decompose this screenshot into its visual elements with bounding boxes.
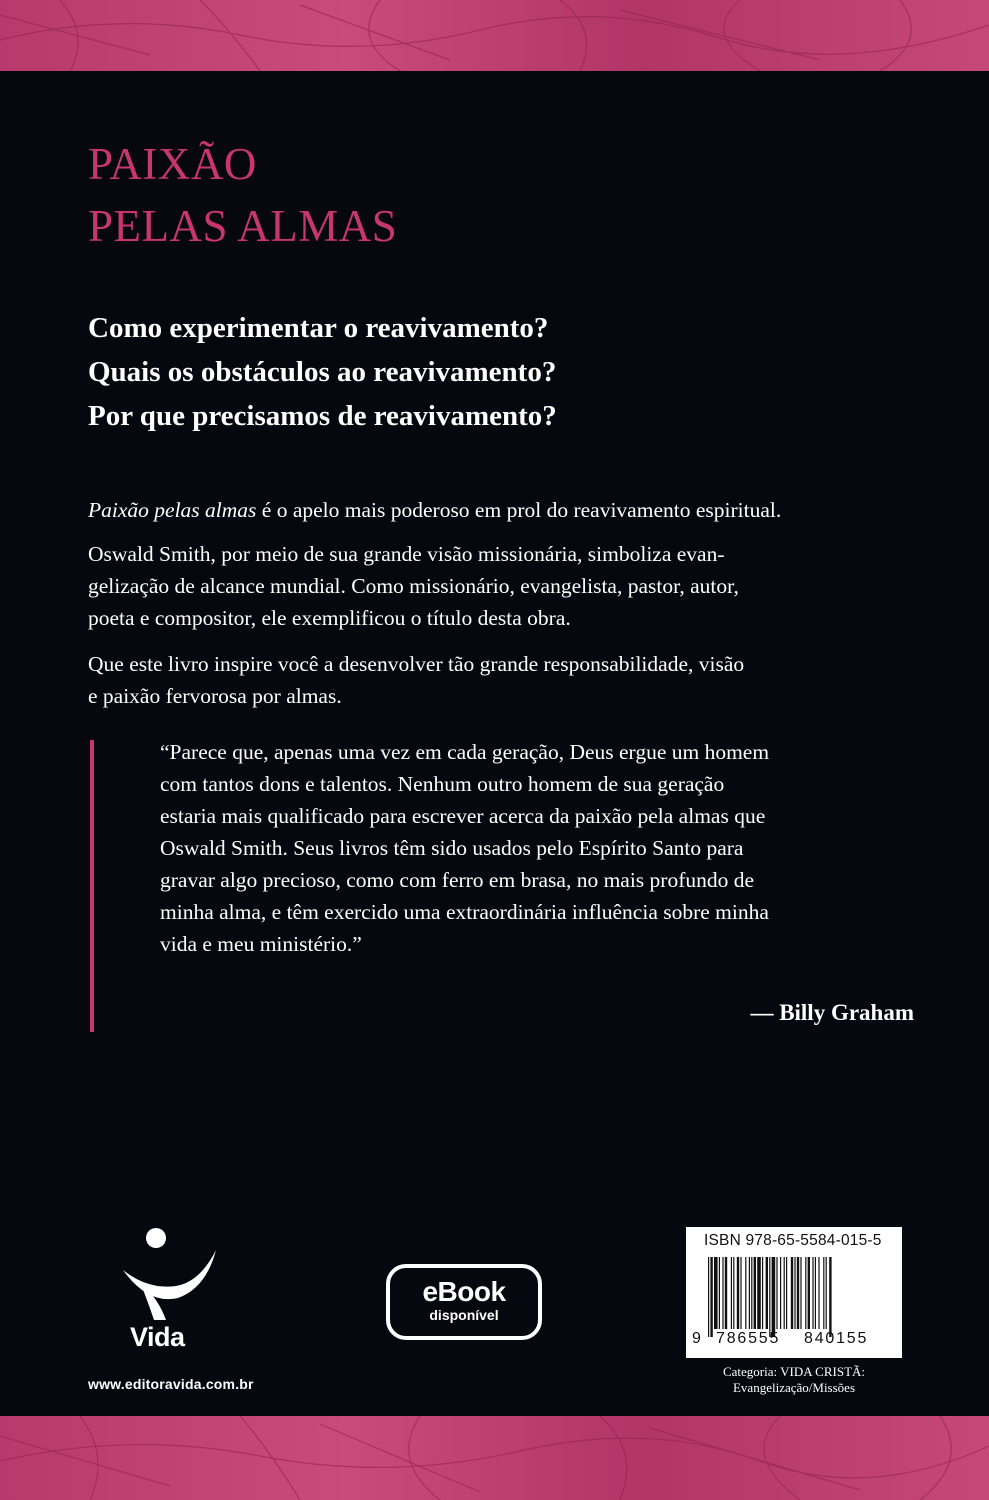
description-p3-line: Que este livro inspire você a desenvolver tão grande responsabilidade, visão <box>88 652 745 676</box>
title-line-1: PAIXÃO <box>88 139 257 189</box>
barcode-bars <box>706 1257 882 1339</box>
question-2: Quais os obstáculos ao reavivamento? <box>88 356 557 388</box>
ebook-sublabel: disponível <box>429 1307 499 1323</box>
description-p1-text: é o apelo mais poderoso em prol do reavivamento espiritual. <box>256 498 782 522</box>
quote-line: gravar algo precioso, como com ferro em brasa, no mais profundo de <box>160 868 755 892</box>
quote-accent-bar <box>90 740 94 1032</box>
publisher-website: www.editoravida.com.br <box>88 1376 254 1392</box>
quote-line: estaria mais qualificado para escrever acerca da paixão pela almas que <box>160 804 766 828</box>
description-paragraph-2 <box>88 538 918 634</box>
description-paragraph-3 <box>88 648 918 712</box>
quote-line: vida e meu ministério.” <box>160 932 362 956</box>
category-line-1: Categoria: VIDA CRISTÃ: <box>722 1364 866 1379</box>
description-p2-line: Oswald Smith, por meio de sua grande visão missionária, simboliza evan- <box>88 542 725 566</box>
ebook-label: eBook <box>422 1276 506 1307</box>
description-p2-line: poeta e compositor, ele exemplificou o título desta obra. <box>88 606 571 630</box>
quote-line: com tantos dons e talentos. Nenhum outro homem de sua geração <box>160 772 725 796</box>
question-1: Como experimentar o reavivamento? <box>88 312 549 344</box>
description-p2-line: gelização de alcance mundial. Como missionário, evangelista, pastor, autor, <box>88 574 739 598</box>
publisher-name: Vida <box>130 1322 185 1352</box>
ebook-available-badge <box>386 1264 542 1340</box>
isbn-number: ISBN 978-65-5584-015-5 <box>704 1232 882 1249</box>
bottom-leaf-texture-band <box>0 1416 989 1500</box>
description-p3-line: e paixão fervorosa por almas. <box>88 684 342 708</box>
barcode-digits-left: 786555 <box>716 1330 781 1347</box>
top-leaf-texture-band <box>0 0 989 71</box>
isbn-barcode <box>686 1227 902 1358</box>
title-line-2: PELAS ALMAS <box>88 201 398 251</box>
question-3: Por que precisamos de reavivamento? <box>88 400 557 432</box>
barcode-digit-first: 9 <box>692 1330 703 1347</box>
barcode-digits-right: 840155 <box>804 1330 869 1347</box>
endorsement-quote <box>160 736 930 960</box>
quote-attribution: — Billy Graham <box>750 1000 914 1025</box>
description-paragraph-1 <box>88 494 918 526</box>
quote-line: minha alma, e têm exercido uma extraordinária influência sobre minha <box>160 900 769 924</box>
book-title-italic: Paixão pelas almas <box>88 498 257 522</box>
category-label <box>686 1364 902 1396</box>
category-line-2: Evangelização/Missões <box>732 1380 855 1395</box>
quote-line: “Parece que, apenas uma vez em cada geração, Deus ergue um homem <box>160 740 770 764</box>
quote-line: Oswald Smith. Seus livros têm sido usados pelo Espírito Santo para <box>160 836 744 860</box>
